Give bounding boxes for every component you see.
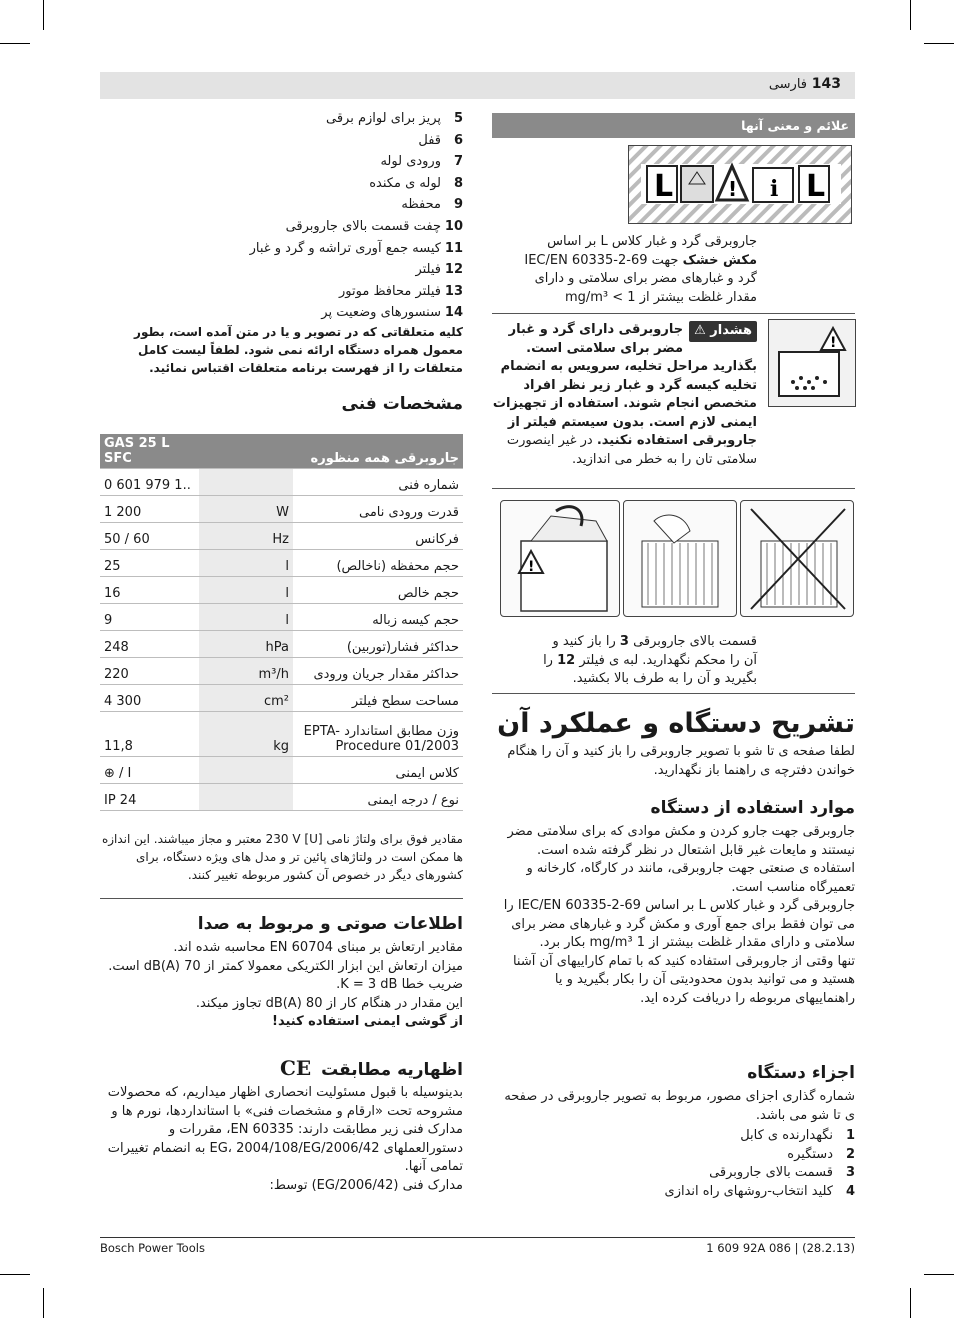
filter-remove-icon: [741, 501, 853, 616]
spec-value: 248: [100, 631, 199, 658]
spec-value: 25: [100, 550, 199, 577]
spec-value: 9: [100, 604, 199, 631]
list-item-number: 12: [444, 262, 463, 278]
main-title: تشریح دستگاه و عملکرد آن: [497, 708, 855, 739]
spec-label: حجم محفظه (ناخالص): [293, 550, 463, 577]
list-item: [100, 281, 463, 303]
warning-text: در غیر اینصورت سلامتی تان را به خطر می اندازید.: [506, 433, 757, 467]
list-item-number: 11: [444, 240, 463, 256]
spec-value: 220: [100, 658, 199, 685]
components-title: اجزاء دستگاه: [747, 1063, 855, 1083]
spec-unit: l: [199, 577, 294, 604]
spec-label: قدرت ورودی نامی: [293, 496, 463, 523]
list-item-number: 4: [845, 1183, 855, 1199]
table-header-row: [100, 434, 463, 469]
list-item-label: لوله ی مکنده: [369, 175, 441, 191]
crop-mark: [0, 43, 30, 44]
footer-rule: [100, 1237, 855, 1238]
intended-use-body: [492, 823, 855, 1008]
list-item: [100, 173, 463, 195]
svg-text:L: L: [806, 169, 826, 204]
list-item: [100, 302, 463, 324]
spec-unit: [199, 784, 294, 811]
list-item-number: 1: [845, 1128, 855, 1143]
filter-caption-line: بگیرید و آن را به طرف بالا بکشید.: [572, 671, 757, 686]
symbols-section-title: علائم و معنی آنها: [492, 113, 855, 138]
spec-value: IP 24: [100, 784, 199, 811]
spec-label: حجم خالص: [293, 577, 463, 604]
crop-mark: [924, 43, 954, 44]
list-item: [492, 1183, 855, 1202]
table-row: [100, 523, 463, 550]
spec-value: ⊕ / I: [100, 757, 199, 784]
noise-body: [100, 939, 463, 1032]
spec-label: حداکثر فشار(توربین): [293, 631, 463, 658]
spec-unit: m³/h: [199, 658, 294, 685]
spec-value: 50 / 60: [100, 523, 199, 550]
intended-use-para: جاروبرقی گرد و غبار کلاس L بر اساس IEC/EN 60335-2-69 را می توان فقط برای جمع آوری و مکش گرد و غبارهای مضر برای سلامتی و دارای مقدار غلظت بیشتر از 1 mg/m³ بکار برد.: [503, 898, 855, 950]
spec-value: 1 200: [100, 496, 199, 523]
list-item-label: قسمت بالای جاروبرقی: [709, 1165, 833, 1180]
spec-label: کلاس ایمنی: [293, 757, 463, 784]
table-row: [100, 496, 463, 523]
list-item-label: ورودی لوله: [380, 154, 441, 170]
vacuum-lid-icon: [501, 501, 619, 616]
noise-para: این مقدار در هنگام کار از 80 dB(A) تجاوز میکند.: [195, 995, 463, 1011]
caption-text: قسمت بالای جاروبرقی: [633, 634, 757, 649]
spec-label: نوع / درجه ایمنی: [293, 784, 463, 811]
page-number: 143: [811, 76, 841, 92]
dust-warning-image: [768, 319, 856, 407]
table-row: [100, 631, 463, 658]
svg-text:L: L: [654, 169, 674, 204]
intended-use-title: موارد استفاده از دستگاه: [650, 798, 855, 818]
dry-suction-label: مکش خشک: [682, 252, 757, 268]
page-language: فارسی: [768, 77, 807, 92]
spec-unit: Hz: [199, 523, 294, 550]
list-item: [100, 151, 463, 173]
filter-hand-icon: [624, 501, 736, 616]
spec-label: وزن مطابق استاندارد EPTA-Procedure 01/2003: [293, 712, 463, 757]
list-item-number: 2: [845, 1146, 855, 1162]
list-item-number: 6: [453, 132, 463, 148]
list-item: [100, 108, 463, 130]
list-item: [100, 194, 463, 216]
svg-text:!: !: [728, 177, 738, 201]
spec-label: شماره فنی: [293, 469, 463, 496]
crop-mark: [910, 0, 911, 30]
table-row: [100, 604, 463, 631]
svg-text:!: !: [830, 335, 837, 351]
dust-hazard-icon: [769, 320, 855, 406]
conformity-title: [100, 1056, 463, 1082]
warning-block: [492, 321, 757, 469]
list-item-number: 8: [453, 175, 463, 191]
safety-symbols-icon: [629, 146, 851, 223]
table-row: [100, 658, 463, 685]
caption-text: را: [543, 652, 553, 668]
warning-text-bold: جاروبرقی دارای گرد و غبار مضر برای سلامتی است. بگذارید مراحل تخلیه، سرویس به انضمام تخلیه کیسه گرد و غبار زیر نظر افراد متخصص انجام شوند. استفاده از تجهیزات ایمنی لازم است. بدون سیستم فیلتر از جاروبرقی استفاده نکنید.: [492, 322, 757, 448]
table-row: [100, 577, 463, 604]
crop-mark: [43, 1288, 44, 1318]
caption-text: آن را محکم نگهدارید. لبه ی فیلتر: [579, 652, 757, 668]
symbols-desc-line: [492, 252, 757, 271]
list-item-label: چفت قسمت بالای جاروبرقی: [285, 218, 441, 234]
footer-doc-number: 1 609 92A 086 | (28.2.13): [706, 1241, 855, 1255]
filter-caption: [492, 633, 757, 689]
list-item-number: 5: [453, 111, 463, 126]
svg-text:!: !: [528, 559, 535, 575]
spec-value: 0 601 979 1..: [100, 469, 199, 496]
warning-tag: هشدار ⚠: [689, 321, 757, 342]
noise-title: اطلاعات صوتی و مربوط به صدا: [197, 914, 463, 934]
tech-note: مقادیر فوق برای ولتاژ نامی [U] 230 V معتبر و مجاز میباشند. این اندازه ها ممکن است در ولتاژهای پائین تر و مدل های ویژه دستگاه، برای کشورهای دیگر در خصوص آن کشور مربوطه تغییر کنند.: [101, 832, 463, 882]
components-intro: شماره گذاری اجزای مصور، مربوط به تصویر جاروبرقی در صفحه ی تا شو می باشد.: [504, 1089, 855, 1123]
spec-label: حداکثر مقدار جریان ورودی: [293, 658, 463, 685]
list-item: [492, 1146, 855, 1165]
spec-unit: [199, 469, 294, 496]
list-item-number: 10: [444, 218, 463, 234]
conformity-para: بدینوسیله با قبول مسئولیت انحصاری اظهار میداریم، که محصولات مشروحه تحت «ارقام و مشخصات فنی» با استانداردها، نورم ها و مدارک فنی زیر مطابقت دارند: EN 60335، مقررات و دستورالعملهای 2006/42/EG، 2004/108/EG به انضمام تغییرات تمامی آنها.: [107, 1085, 463, 1174]
intro-text: لطفا صفحه ی تا شو با تصویر جاروبرقی را باز کنید و آن را هنگام خواندن دفترچه ی راهنما باز نگهدارید.: [507, 744, 855, 778]
symbols-panel: [628, 145, 852, 224]
list-item-number: 3: [845, 1165, 855, 1180]
crop-mark: [0, 1274, 30, 1275]
filter-caption-line: [492, 633, 757, 652]
table-row: [100, 757, 463, 784]
spec-unit: kg: [199, 712, 294, 757]
list-item-label: سنسورهای وضعیت پر: [321, 305, 441, 321]
list-item: [492, 1127, 855, 1146]
table-row: [100, 712, 463, 757]
header-spacer: [199, 434, 294, 469]
list-item-label: فیلتر محافظ موتور: [339, 283, 441, 299]
intended-use-para: تنها وقتی از جاروبرقی استفاده کنید که با تمام کاراییهای آن آشنا هستید و می توانید بدون محدودیتی آن را بکار بگیرید و یا راهنماییهای مربوطه را دریافت کرده اید.: [512, 953, 855, 1006]
page-header: [100, 72, 855, 99]
model-name: GAS 25 L SFC: [100, 434, 199, 469]
filter-caption-line: [492, 652, 757, 671]
filter-step-image-2: [623, 500, 737, 617]
spec-label: حجم کیسه زباله: [293, 604, 463, 631]
list-item-label: نگهدارنده ی کابل: [740, 1128, 833, 1143]
spec-label: مساحت سطح فیلتر: [293, 685, 463, 712]
svg-text:i: i: [770, 176, 779, 202]
spec-unit: W: [199, 496, 294, 523]
table-row: [100, 685, 463, 712]
divider: [492, 313, 855, 314]
table-row: [100, 469, 463, 496]
list-item-label: فیلتر: [415, 262, 441, 278]
spec-unit: l: [199, 550, 294, 577]
components-list-part1: [492, 1127, 855, 1201]
list-item: [100, 259, 463, 281]
ce-mark-icon: CE: [279, 1056, 312, 1080]
list-item: [100, 130, 463, 152]
caption-text: را باز کنید و: [552, 634, 616, 649]
tech-spec-table: [100, 434, 463, 811]
spec-unit: [199, 757, 294, 784]
list-item-label: پریز برای لوازم برقی: [325, 111, 441, 126]
list-item-number: 9: [453, 197, 463, 213]
symbols-description: [492, 233, 757, 307]
spec-unit: l: [199, 604, 294, 631]
divider: [492, 488, 855, 489]
conformity-title-text: اظهاریه مطابقت: [321, 1060, 463, 1080]
symbols-desc-line: مقدار غلظت بیشتر از 1 > mg/m³: [564, 289, 757, 305]
list-item: [492, 1164, 855, 1183]
product-type: جاروبرقی همه منظوره: [293, 434, 463, 469]
tech-title: مشخصات فنی: [341, 394, 463, 414]
list-item-label: کیسه جمع آوری تراشه و گرد و غبار: [249, 240, 441, 256]
standard-code: IEC/EN 60335-2-69: [524, 252, 648, 268]
filter-step-image-3: [740, 500, 854, 617]
divider: [100, 898, 463, 899]
footer-brand: Bosch Power Tools: [100, 1241, 205, 1255]
crop-mark: [924, 1274, 954, 1275]
symbols-desc-line: جاروبرقی گرد و غبار کلاس L بر اساس: [547, 234, 757, 249]
table-row: [100, 550, 463, 577]
spec-unit: cm²: [199, 685, 294, 712]
list-item-number: 7: [453, 154, 463, 170]
list-item-label: محفظه: [401, 197, 441, 213]
spec-value: 16: [100, 577, 199, 604]
noise-warning: از گوشی ایمنی استفاده کنید!: [272, 1014, 463, 1029]
conformity-body: [100, 1084, 463, 1195]
warning-tag-label: هشدار: [710, 323, 752, 338]
list-item: [100, 238, 463, 260]
divider: [492, 693, 855, 694]
list-item-number: 13: [444, 283, 463, 299]
table-row: [100, 784, 463, 811]
symbols-desc-word: جهت: [651, 252, 679, 268]
spec-value: 11,8: [100, 712, 199, 757]
list-item-number: 14: [444, 305, 463, 321]
accessories-note: کلیه متعلقاتی که در تصویر و یا در متن آمده است، بطور معمول همراه دستگاه ارائه نمی شود. لطفاً لیست کامل متعلقات را از فهرست برنامه متعلقات اقتباس نمائید.: [134, 325, 463, 375]
caption-ref: 12: [557, 652, 576, 668]
crop-mark: [43, 0, 44, 30]
conformity-para: مدارک فنی (2006/42/EG) توسط:: [269, 1177, 463, 1193]
list-item-label: کلید انتخاب-روشهای راه اندازی: [664, 1183, 833, 1199]
spec-label: فرکانس: [293, 523, 463, 550]
spec-value: 4 300: [100, 685, 199, 712]
list-item-label: دستگیره: [787, 1146, 833, 1162]
list-item: [100, 216, 463, 238]
intended-use-para: جاروبرقی جهت جارو کردن و مکش موادی که برای سلامتی مضر نیستند و مایعات غیر قابل اشتعال در نظر گرفته شده است. استفاده ی صنعتی جهت جاروبرقی، مانند در کارگاه، کارخانه و تعمیرگاه مناسب است.: [507, 824, 855, 895]
list-item-label: قفل: [418, 132, 441, 148]
caption-ref: 3: [619, 634, 629, 649]
noise-para: میزان ارتعاش این ابزار الکتریکی معمولا کمتر از 70 dB(A) است. ضریب خطا K = 3 dB.: [108, 958, 463, 992]
components-list-part2: [100, 108, 463, 324]
noise-para: مقادیر ارتعاش بر مبنای EN 60704 محاسبه شده اند.: [173, 940, 463, 955]
spec-unit: hPa: [199, 631, 294, 658]
crop-mark: [910, 1288, 911, 1318]
symbols-desc-line: گرد و غبارهای مضر برای سلامتی و دارای: [534, 271, 757, 286]
filter-step-image-1: [500, 500, 620, 617]
